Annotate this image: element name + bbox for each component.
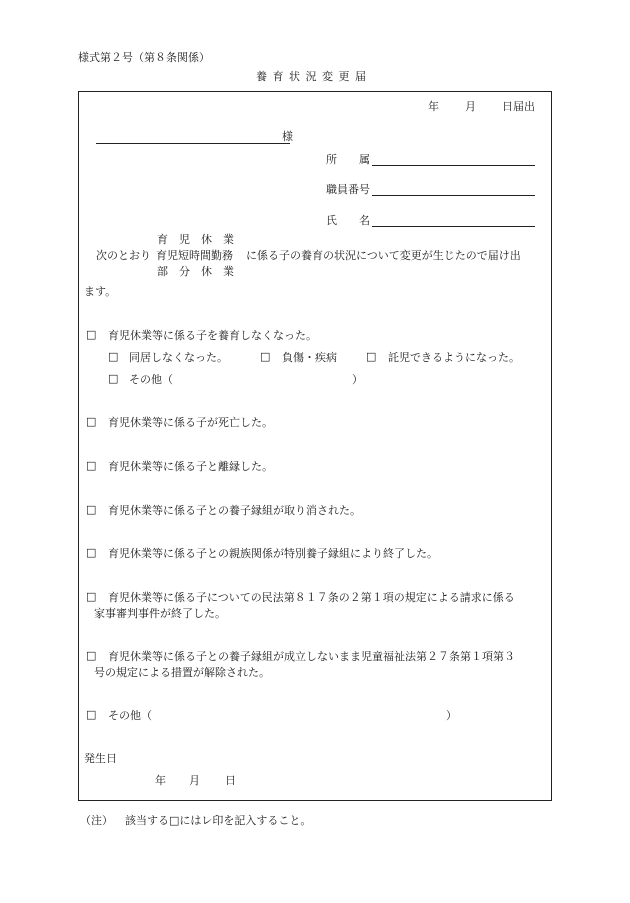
item-welfare-line2: 号の規定による措置が解除された。: [94, 666, 270, 679]
staff-number-label: 職員番号: [326, 183, 370, 196]
intro-line-wrap: ます。: [84, 285, 117, 298]
item-other: その他（: [108, 709, 152, 722]
checkbox-special-adoption[interactable]: □: [86, 546, 97, 559]
checkbox-separation[interactable]: □: [86, 459, 97, 472]
checkbox-not-living[interactable]: □: [108, 350, 119, 363]
affiliation-label: 所 属: [326, 153, 370, 166]
checkbox-welfare[interactable]: □: [86, 649, 97, 662]
checkbox-adoption-cancelled[interactable]: □: [86, 503, 97, 516]
submission-month-label: 月: [465, 100, 476, 113]
note-text: 該当する□にはレ印を記入すること。: [125, 814, 312, 827]
checkbox-sub-other[interactable]: □: [108, 372, 119, 385]
checkbox-injury[interactable]: □: [260, 350, 271, 363]
addressee-suffix: 様: [282, 130, 293, 143]
name-label: 氏 名: [326, 214, 370, 227]
occurrence-year-label: 年: [155, 774, 166, 787]
item-special-adoption: 育児休業等に係る子との親族関係が特別養子縁組により終了した。: [108, 547, 438, 560]
form-number: 様式第２号（第８条関係）: [78, 51, 210, 64]
item-not-living: 同居しなくなった。: [129, 351, 228, 364]
item-injury: 負傷・疾病: [282, 351, 337, 364]
form-frame: [78, 91, 552, 801]
checkbox-civil-code[interactable]: □: [86, 590, 97, 603]
option-childcare-leave: 育 児 休 業: [157, 233, 234, 246]
form-title: 養 育 状 況 変 更 届: [256, 70, 367, 83]
intro-line-start: 次のとおり: [96, 249, 151, 262]
intro-line-end: に係る子の養育の状況について変更が生じたので届け出: [246, 249, 521, 262]
item-death: 育児休業等に係る子が死亡した。: [108, 416, 273, 429]
affiliation-field[interactable]: [372, 165, 535, 166]
item-sub-other: その他（: [129, 373, 173, 386]
item-sub-other-close: ）: [352, 373, 363, 386]
item-welfare-line1: 育児休業等に係る子との養子縁組が成立しないまま児童福祉法第２７条第１項第３: [108, 650, 515, 663]
item-civil-code-line1: 育児休業等に係る子についての民法第８１７条の２第１項の規定による請求に係る: [108, 591, 515, 604]
note-prefix: （注）: [80, 814, 113, 827]
option-partial-leave: 部 分 休 業: [157, 265, 234, 278]
item-other-close: ）: [446, 709, 457, 722]
checkbox-other[interactable]: □: [86, 708, 97, 721]
item-childcare: 託児できるようになった。: [388, 351, 520, 364]
item-civil-code-line2: 家事審判事件が終了した。: [94, 607, 226, 620]
staff-number-field[interactable]: [372, 195, 535, 196]
option-short-hours: 育児短時間勤務: [156, 249, 233, 262]
occurrence-month-label: 月: [189, 774, 200, 787]
checkbox-death[interactable]: □: [86, 415, 97, 428]
addressee-field[interactable]: [96, 143, 290, 144]
checkbox-childcare[interactable]: □: [366, 350, 377, 363]
submission-day-label: 日届出: [502, 100, 535, 113]
name-field[interactable]: [372, 226, 535, 227]
item-stop-caring: 育児休業等に係る子を養育しなくなった。: [108, 329, 317, 342]
item-adoption-cancelled: 育児休業等に係る子との養子縁組が取り消された。: [108, 504, 361, 517]
item-separation: 育児休業等に係る子と離縁した。: [108, 460, 273, 473]
occurrence-label: 発生日: [84, 752, 117, 765]
occurrence-day-label: 日: [225, 774, 236, 787]
checkbox-stop-caring[interactable]: □: [86, 328, 97, 341]
submission-year-label: 年: [428, 100, 439, 113]
